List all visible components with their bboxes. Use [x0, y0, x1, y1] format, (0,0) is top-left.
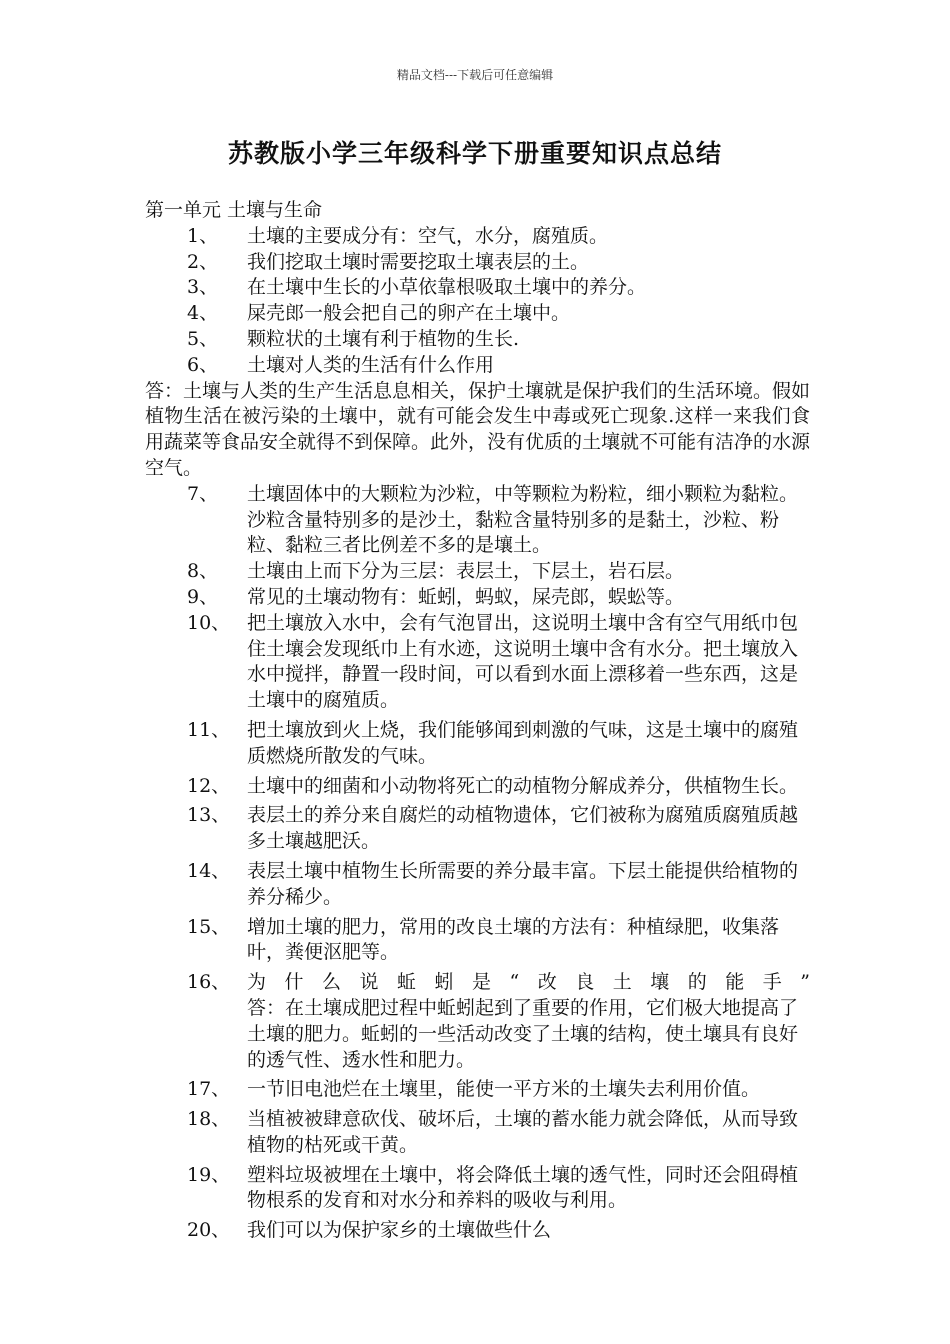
list-item	[187, 1107, 810, 1159]
answer-paragraph: 答：土壤与人类的生产生活息息相关，保护土壤就是保护我们的生活环境。假如植物生活在被污染的土壤中，就有可能会发生中毒或死亡现象.这样一来我们食用蔬菜等食品安全就得不到保障。此外，没有优质的土壤就不可能有洁净的水源空气。	[145, 379, 811, 479]
item-text: 在土壤中生长的小草依靠根吸取土壤中的养分。	[247, 276, 647, 299]
list-item	[187, 774, 810, 800]
item-number: 17、	[187, 1078, 231, 1101]
item-answer: 答：在土壤成肥过程中蚯蚓起到了重要的作用，它们极大地提高了土壤的肥力。蚯蚓的一些活动改变了土壤的结构，使土壤具有良好的透气性、透水性和肥力。	[247, 996, 799, 1071]
item-number: 7、	[187, 482, 219, 505]
item-text: 常见的土壤动物有：蚯蚓，蚂蚁，屎壳郎，蜈蚣等。	[247, 585, 685, 608]
item-number: 3、	[187, 276, 219, 299]
item-text: 一节旧电池烂在土壤里，能使一平方米的土壤失去利用价值。	[247, 1078, 761, 1101]
document-title: 苏教版小学三年级科学下册重要知识点总结	[227, 139, 722, 168]
item-number: 18、	[187, 1108, 231, 1131]
item-text: 土壤的主要成分有：空气，水分，腐殖质。	[247, 224, 609, 247]
item-text: 土壤固体中的大颗粒为沙粒，中等颗粒为粉粒，细小颗粒为黏粒。沙粒含量特别多的是沙土，黏粒含量特别多的是黏土，沙粒、粉粒、黏粒三者比例差不多的是壤土。	[247, 482, 799, 557]
list-item	[187, 1163, 810, 1215]
item-number: 14、	[187, 859, 231, 882]
list-item	[187, 1077, 810, 1103]
item-number: 10、	[187, 611, 231, 634]
item-text: 我们挖取土壤时需要挖取土壤表层的土。	[247, 250, 590, 273]
item-number: 9、	[187, 585, 219, 608]
list-item	[187, 1218, 810, 1244]
list-item	[187, 718, 810, 770]
item-text: 把土壤放入水中，会有气泡冒出，这说明土壤中含有空气用纸巾包住土壤会发现纸巾上有水迹，这说明土壤中含有水分。把土壤放入水中搅拌，静置一段时间，可以看到水面上漂移着一些东西，这是土壤中的腐殖质。	[247, 611, 799, 712]
list-item	[187, 970, 810, 1073]
item-text: 塑料垃圾被埋在土壤中，将会降低土壤的透气性，同时还会阻碍植物根系的发育和对水分和养料的吸收与利用。	[247, 1163, 799, 1212]
item-number: 4、	[187, 302, 219, 325]
item-text: 土壤中的细菌和小动物将死亡的动植物分解成养分，供植物生长。	[247, 774, 799, 797]
item-question: 为什么说蚯蚓是“改良土壤的能手”	[247, 971, 810, 994]
item-number: 12、	[187, 774, 231, 797]
item-number: 11、	[187, 718, 231, 741]
item-number: 6、	[187, 353, 219, 376]
list-item	[187, 803, 810, 855]
list-item	[187, 859, 810, 911]
item-number: 15、	[187, 915, 231, 938]
item-number: 8、	[187, 560, 219, 583]
list-item	[187, 353, 810, 379]
document-body	[145, 198, 810, 1244]
header-note: 精品文档---下载后可任意编辑	[396, 68, 554, 82]
item-number: 5、	[187, 327, 219, 350]
item-text: 土壤由上而下分为三层：表层土，下层土，岩石层。	[247, 560, 685, 583]
list-item	[187, 301, 810, 327]
item-number: 2、	[187, 250, 219, 273]
item-number: 19、	[187, 1163, 231, 1186]
list-item	[187, 915, 810, 967]
item-number: 13、	[187, 804, 231, 827]
list-item	[187, 559, 810, 585]
list-item	[187, 250, 810, 276]
item-text: 把土壤放到火上烧，我们能够闻到刺激的气味，这是土壤中的腐殖质燃烧所散发的气味。	[247, 718, 799, 767]
item-text: 颗粒状的土壤有利于植物的生长.	[247, 327, 520, 350]
list-item	[187, 611, 810, 714]
item-number: 1、	[187, 224, 219, 247]
item-text: 我们可以为保护家乡的土壤做些什么	[247, 1219, 552, 1242]
list-item	[187, 224, 810, 250]
item-text: 土壤对人类的生活有什么作用	[247, 353, 495, 376]
item-text: 表层土的养分来自腐烂的动植物遗体，它们被称为腐殖质腐殖质越多土壤越肥沃。	[247, 804, 799, 853]
item-text: 屎壳郎一般会把自己的卵产在土壤中。	[247, 302, 571, 325]
item-text: 增加土壤的肥力，常用的改良土壤的方法有：种植绿肥，收集落叶，粪便沤肥等。	[247, 915, 780, 964]
item-number: 20、	[187, 1219, 231, 1242]
item-text	[247, 970, 810, 1073]
section-heading: 第一单元 土壤与生命	[145, 199, 323, 221]
list-item	[187, 275, 810, 301]
list-item	[187, 327, 810, 353]
item-text: 表层土壤中植物生长所需要的养分最丰富。下层土能提供给植物的养分稀少。	[247, 859, 799, 908]
item-number: 16、	[187, 971, 231, 994]
list-item	[187, 585, 810, 611]
list-item	[187, 482, 810, 559]
item-text: 当植被被肆意砍伐、破坏后，土壤的蓄水能力就会降低，从而导致植物的枯死或干黄。	[247, 1108, 799, 1156]
